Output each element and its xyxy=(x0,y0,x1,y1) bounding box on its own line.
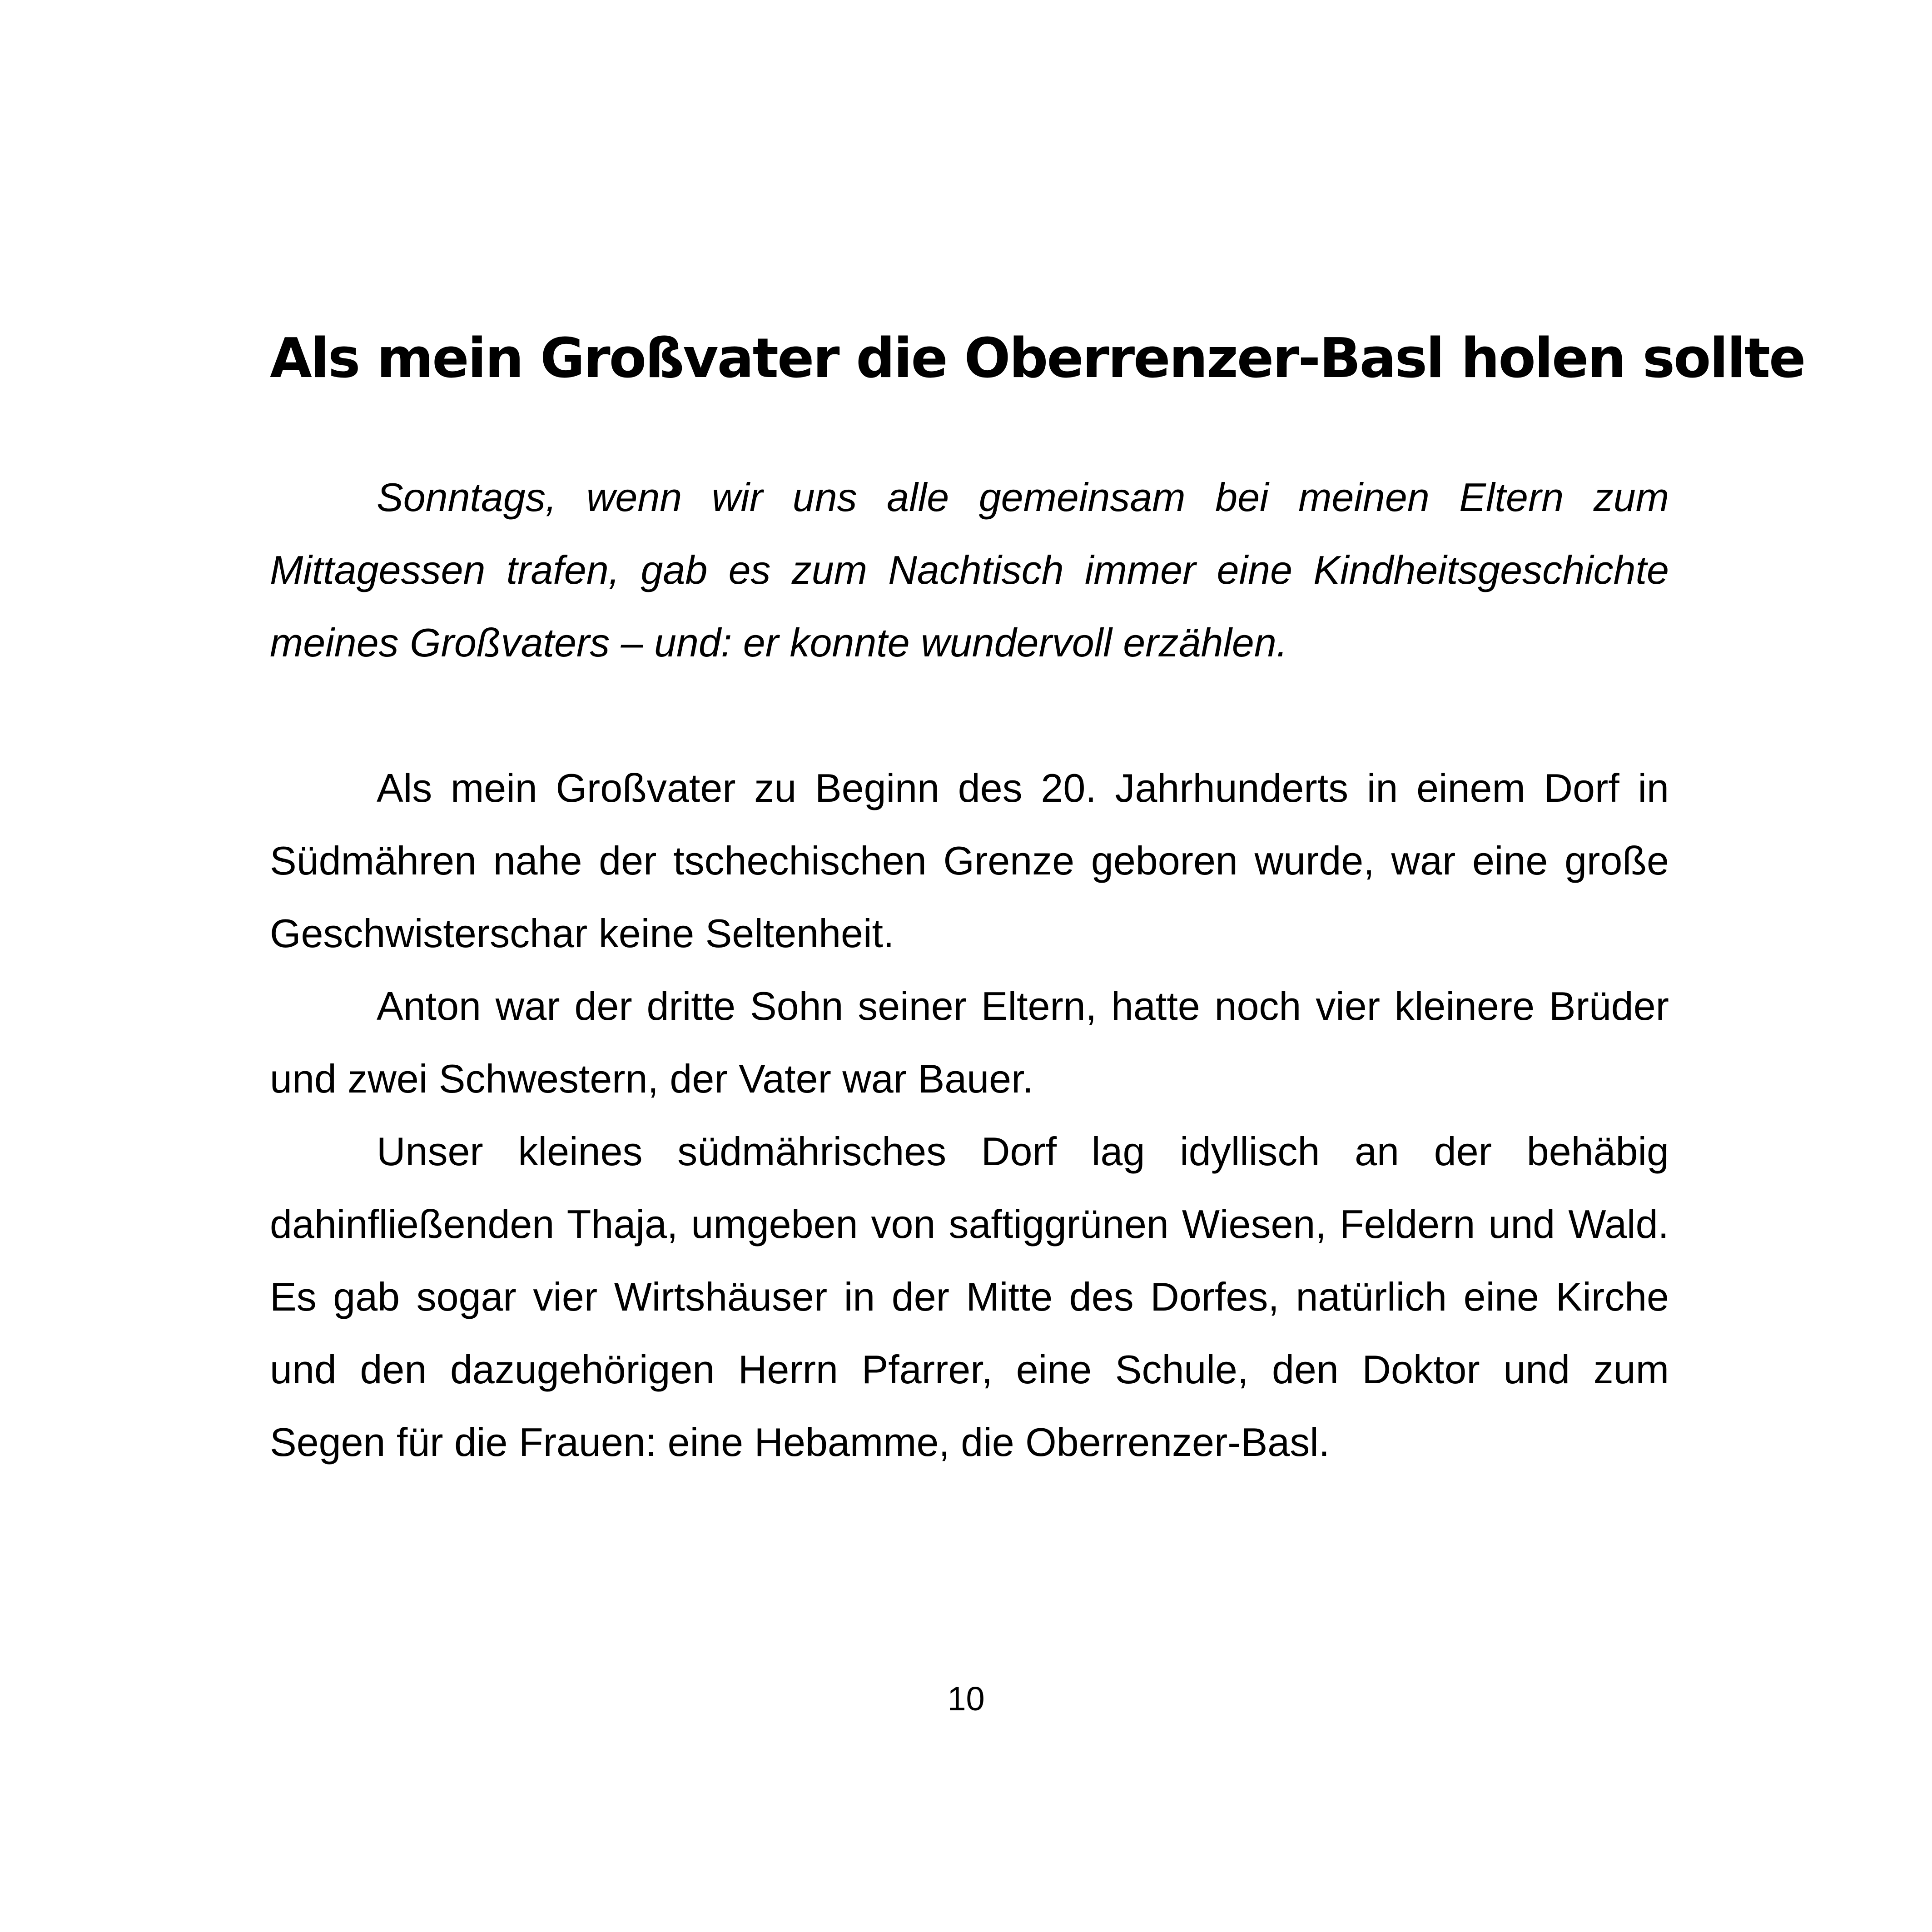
chapter-title: Als mein Großvater die Oberrenzer-Basl holen sollte xyxy=(270,327,1805,390)
body-paragraph-2: Anton war der dritte Sohn seiner Eltern, hatte noch vier kleinere Brüder und zwei Schwestern, der Vater war Bauer. xyxy=(270,983,1669,1101)
intro-paragraph: Sonntags, wenn wir uns alle gemeinsam bei meinen Eltern zum Mittagessen trafen, gab es zum Nachtisch immer eine Kindheitsgeschichte meines Großvaters – und: er konnte wundervoll erzählen. xyxy=(270,475,1669,665)
page-number: 10 xyxy=(947,1680,985,1718)
body-paragraph-3: Unser kleines südmährisches Dorf lag idyllisch an der behäbig dahinfließenden Thaja, umgeben von saftiggrünen Wiesen, Feldern und Wald. Es gab sogar vier Wirtshäuser in der Mitte des Dorfes, natürlich eine Kirche und den dazugehörigen Herrn Pfarrer, eine Schule, den Doktor und zum Segen für die Frauen: eine Hebamme, die Oberrenzer-Basl. xyxy=(270,1129,1669,1465)
body-text xyxy=(270,752,1669,1479)
body-paragraph-1: Als mein Großvater zu Beginn des 20. Jahrhunderts in einem Dorf in Südmähren nahe der tschechischen Grenze geboren wurde, war eine große Geschwisterschar keine Seltenheit. xyxy=(270,765,1669,956)
